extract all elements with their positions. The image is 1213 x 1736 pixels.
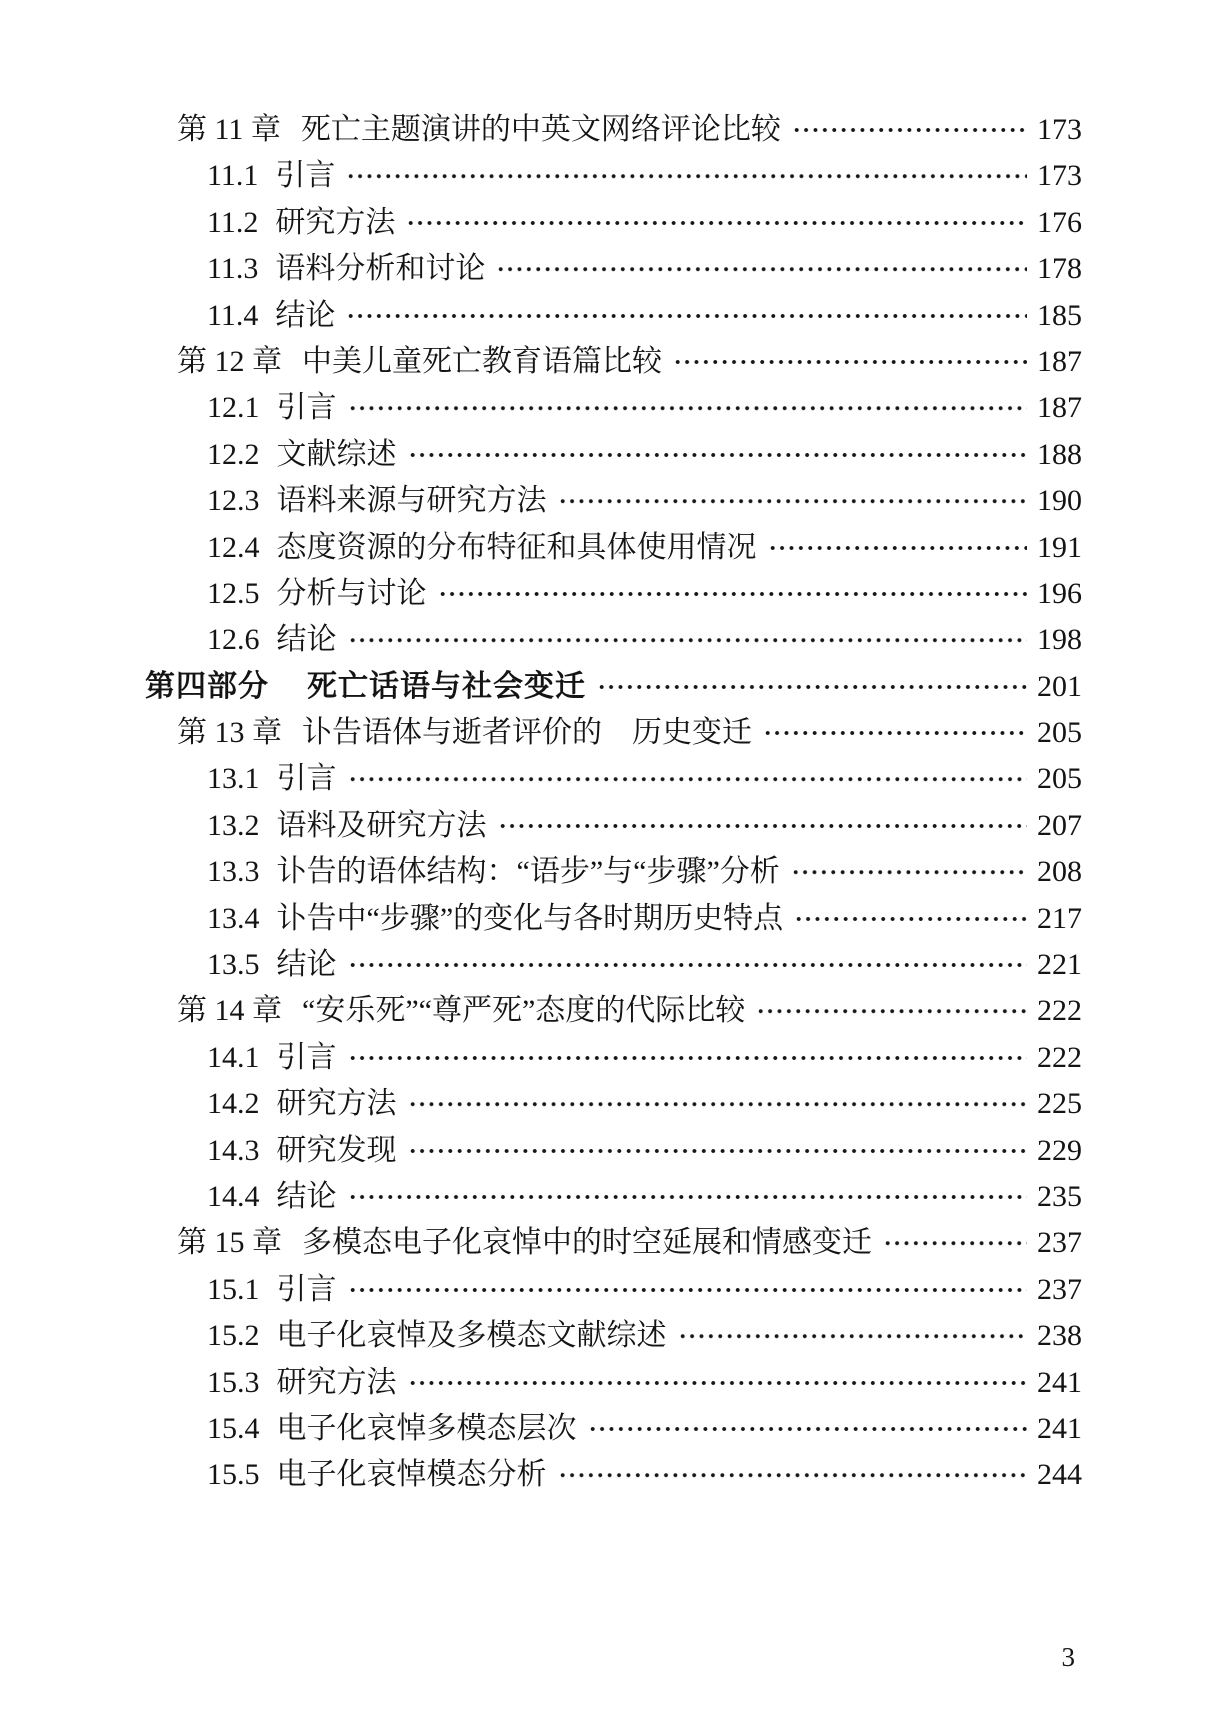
toc-entry-label: 第 11 章: [177, 113, 281, 146]
toc-entry-page: 244: [1037, 1458, 1082, 1492]
toc-entry-label: 15.4: [207, 1411, 260, 1445]
dot-leader-icon: [346, 756, 1028, 802]
toc-entry: [145, 849, 1082, 895]
dot-leader-icon: [346, 1174, 1028, 1220]
toc-entry-title: 中美儿童死亡教育语篇比较: [302, 344, 662, 378]
toc-entry-page: 205: [1037, 762, 1082, 796]
toc-entry-title: 结论: [276, 1179, 337, 1213]
toc-entry-title: 研究方法: [276, 1365, 397, 1399]
toc-entry: [145, 478, 1082, 524]
toc-entry-title: 讣告的语体结构：“语步”与“步骤”分析: [276, 855, 780, 889]
toc-entry: [145, 525, 1082, 571]
toc-entry-title: 电子化哀悼模态分析: [276, 1458, 547, 1492]
toc-entry-label: 第 12 章: [177, 344, 282, 378]
dot-leader-icon: [790, 107, 1027, 153]
toc-entry-label: 12.6: [207, 623, 260, 657]
dot-leader-icon: [346, 1035, 1028, 1081]
toc-entry: [145, 200, 1082, 246]
toc-entry: [145, 756, 1082, 802]
toc-entry-page: 237: [1037, 1226, 1082, 1260]
toc-entry: [145, 1452, 1082, 1498]
toc-entry-page: 188: [1037, 437, 1082, 471]
toc-entry-page: 185: [1037, 298, 1082, 332]
toc-entry-title: 引言: [276, 1040, 337, 1074]
toc-entry-page: 201: [1037, 669, 1082, 703]
toc-entry: [145, 1035, 1082, 1081]
dot-leader-icon: [406, 1360, 1028, 1406]
toc-entry-title: 电子化哀悼多模态层次: [276, 1411, 577, 1445]
toc-entry-title: 讣告中“步骤”的变化与各时期历史特点: [276, 901, 784, 935]
toc-entry-label: 14.4: [207, 1179, 260, 1213]
dot-leader-icon: [496, 803, 1028, 849]
toc-entry: [145, 896, 1082, 942]
toc-entry-page: 237: [1037, 1272, 1082, 1306]
toc-entry: [145, 1220, 1082, 1266]
toc-entry-title: 电子化哀悼及多模态文献综述: [276, 1319, 667, 1353]
dot-leader-icon: [404, 200, 1027, 246]
dot-leader-icon: [671, 339, 1027, 385]
dot-leader-icon: [595, 664, 1027, 710]
toc-entry: [145, 432, 1082, 478]
toc-entry-page: 222: [1037, 1040, 1082, 1074]
toc-entry-title: 语料分析和讨论: [275, 252, 486, 286]
dot-leader-icon: [881, 1220, 1027, 1266]
toc-entry-label: 13.3: [207, 855, 260, 889]
toc-entry: [145, 571, 1082, 617]
dot-leader-icon: [406, 1128, 1028, 1174]
dot-leader-icon: [346, 617, 1028, 663]
toc-entry: [145, 385, 1082, 431]
toc-entry-title: 多模态电子化哀悼中的时空延展和情感变迁: [302, 1226, 872, 1260]
toc-entry-page: 187: [1037, 391, 1082, 425]
dot-leader-icon: [792, 896, 1027, 942]
toc-entry-label: 12.1: [207, 391, 260, 425]
toc-entry-title: 结论: [276, 948, 337, 982]
toc-entry: [145, 664, 1082, 710]
toc-entry-page: 229: [1037, 1133, 1082, 1167]
toc-entry-title: 死亡话语与社会变迁: [307, 669, 586, 703]
toc-entry-title: 引言: [276, 391, 337, 425]
toc-entry-label: 11.3: [207, 252, 259, 286]
dot-leader-icon: [346, 1267, 1028, 1313]
dot-leader-icon: [754, 988, 1027, 1034]
toc-entry: [145, 617, 1082, 663]
dot-leader-icon: [406, 432, 1028, 478]
toc-entry: [145, 803, 1082, 849]
toc-entry-title: 分析与讨论: [276, 576, 427, 610]
dot-leader-icon: [344, 153, 1027, 199]
toc-entry: [145, 153, 1082, 199]
toc-entry-label: 13.1: [207, 762, 260, 796]
toc-entry-page: 173: [1037, 113, 1082, 146]
page-number: 3: [1061, 1642, 1075, 1672]
dot-leader-icon: [789, 849, 1027, 895]
toc-entry-title: 研究方法: [275, 205, 396, 239]
toc-entry-label: 14.2: [207, 1087, 260, 1121]
toc-entry-label: 12.3: [207, 484, 260, 518]
dot-leader-icon: [436, 571, 1028, 617]
toc-entry-page: 173: [1037, 159, 1082, 193]
toc-entry-label: 14.3: [207, 1133, 260, 1167]
toc-entry-title: “安乐死”“尊严死”态度的代际比较: [302, 994, 746, 1028]
toc-entry-page: 207: [1037, 808, 1082, 842]
toc-entry-title: 死亡主题演讲的中英文网络评论比较: [300, 113, 781, 146]
toc-entry-title: 研究方法: [276, 1087, 397, 1121]
toc-entry-title: 引言: [276, 1272, 337, 1306]
toc-entry-title: 引言: [275, 159, 336, 193]
dot-leader-icon: [346, 942, 1028, 988]
dot-leader-icon: [556, 1452, 1028, 1498]
toc-entry-title: 结论: [276, 623, 337, 657]
toc-entry-page: 222: [1037, 994, 1082, 1028]
toc-entry-page: 178: [1037, 252, 1082, 286]
toc-entry-title: 文献综述: [276, 437, 397, 471]
toc-entry-label: 13.5: [207, 948, 260, 982]
dot-leader-icon: [346, 385, 1028, 431]
toc-entry-title: 语料来源与研究方法: [276, 484, 547, 518]
toc-entry-label: 第四部分: [145, 669, 269, 703]
toc-entry-label: 第 14 章: [177, 994, 282, 1028]
toc-entry: [145, 1174, 1082, 1220]
toc-entry-label: 13.2: [207, 808, 260, 842]
toc-entry-label: 12.2: [207, 437, 260, 471]
toc-entry-title: 讣告语体与逝者评价的 历史变迁: [302, 716, 752, 750]
toc-entry: [145, 1406, 1082, 1452]
toc-entry-page: 225: [1037, 1087, 1082, 1121]
toc-entry: [145, 339, 1082, 385]
dot-leader-icon: [586, 1406, 1028, 1452]
toc-entry: [145, 1360, 1082, 1406]
toc-entry-page: 238: [1037, 1319, 1082, 1353]
toc-entry: [145, 1313, 1082, 1359]
toc-entry-page: 187: [1037, 344, 1082, 378]
toc-entry-title: 态度资源的分布特征和具体使用情况: [276, 530, 757, 564]
toc-list: [145, 107, 1082, 1499]
toc-entry-label: 15.5: [207, 1458, 260, 1492]
toc-entry-title: 结论: [275, 298, 336, 332]
toc-entry-page: 196: [1037, 576, 1082, 610]
toc-entry-title: 引言: [276, 762, 337, 796]
toc-entry-label: 11.2: [207, 205, 259, 239]
dot-leader-icon: [766, 525, 1028, 571]
dot-leader-icon: [556, 478, 1028, 524]
toc-entry-label: 15.1: [207, 1272, 260, 1306]
dot-leader-icon: [344, 293, 1027, 339]
dot-leader-icon: [676, 1313, 1028, 1359]
toc-entry: [145, 988, 1082, 1034]
toc-entry: [145, 1128, 1082, 1174]
toc-entry-label: 12.5: [207, 576, 260, 610]
toc-entry-label: 12.4: [207, 530, 260, 564]
toc-entry-page: 208: [1037, 855, 1082, 889]
toc-entry-page: 241: [1037, 1411, 1082, 1445]
toc-entry-label: 13.4: [207, 901, 260, 935]
dot-leader-icon: [494, 246, 1027, 292]
toc-entry-page: 191: [1037, 530, 1082, 564]
toc-entry-page: 217: [1037, 901, 1082, 935]
toc-entry-page: 190: [1037, 484, 1082, 518]
toc-entry-page: 241: [1037, 1365, 1082, 1399]
dot-leader-icon: [761, 710, 1027, 756]
toc-entry: [145, 1267, 1082, 1313]
dot-leader-icon: [406, 1081, 1028, 1127]
toc-entry: [145, 710, 1082, 756]
toc-entry-label: 第 15 章: [177, 1226, 282, 1260]
toc-entry-page: 221: [1037, 948, 1082, 982]
toc-entry-label: 15.2: [207, 1319, 260, 1353]
toc-entry-page: 198: [1037, 623, 1082, 657]
toc-entry-page: 205: [1037, 716, 1082, 750]
toc-entry-label: 15.3: [207, 1365, 260, 1399]
toc-entry-label: 11.1: [207, 159, 259, 193]
toc-entry-label: 第 13 章: [177, 716, 282, 750]
toc-entry: [145, 246, 1082, 292]
toc-entry-page: 176: [1037, 205, 1082, 239]
toc-entry: [145, 107, 1082, 153]
toc-entry: [145, 942, 1082, 988]
toc-entry-page: 235: [1037, 1179, 1082, 1213]
toc-entry-label: 11.4: [207, 298, 259, 332]
toc-entry-label: 14.1: [207, 1040, 260, 1074]
toc-entry: [145, 1081, 1082, 1127]
toc-entry: [145, 293, 1082, 339]
toc-entry-title: 语料及研究方法: [276, 808, 487, 842]
toc-entry-title: 研究发现: [276, 1133, 397, 1167]
